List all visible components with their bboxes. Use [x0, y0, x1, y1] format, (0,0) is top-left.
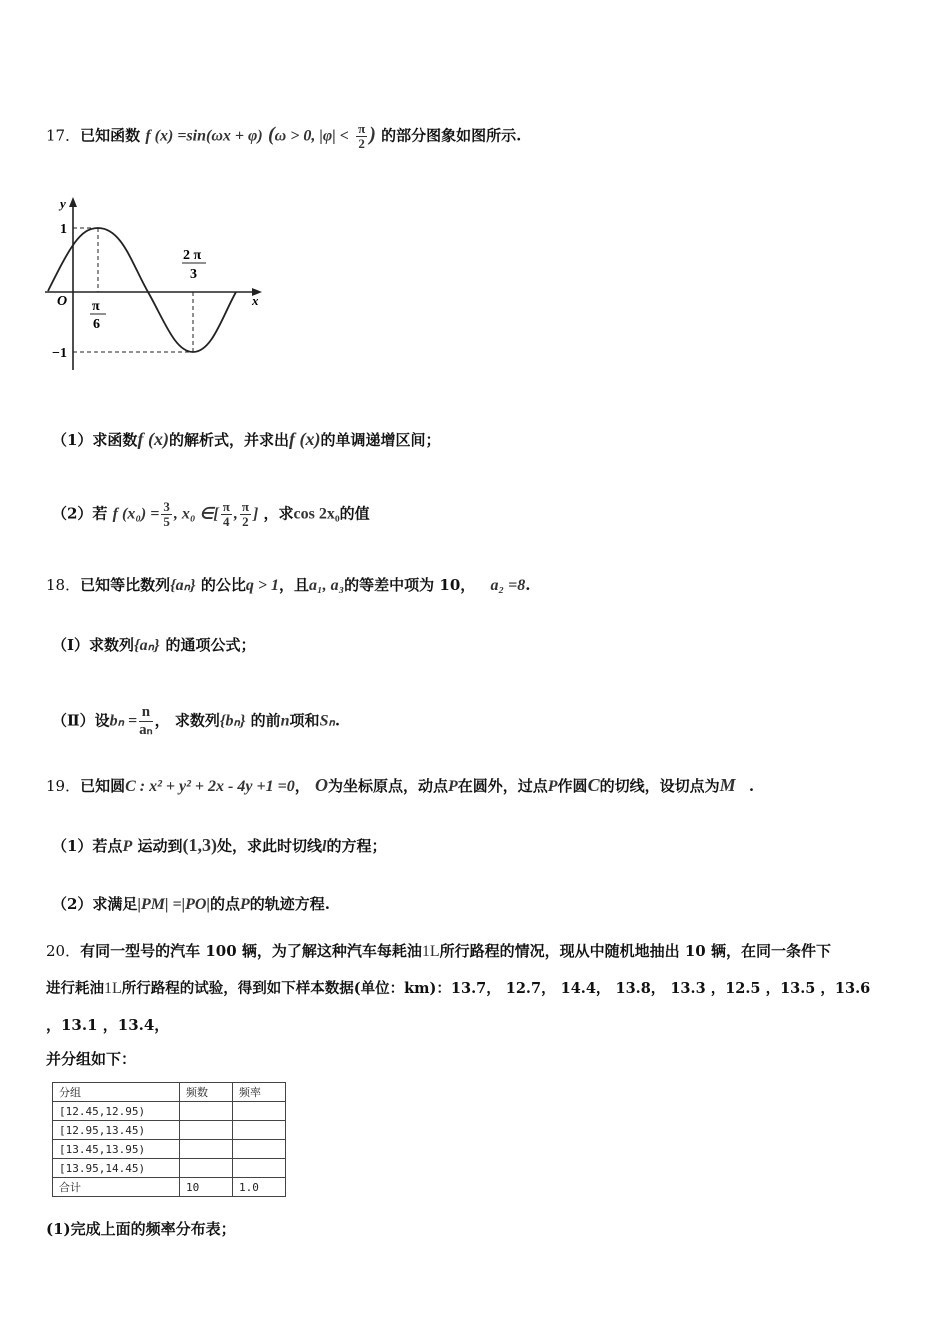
table-cell: 1.0: [233, 1178, 286, 1197]
q20-line1: 20．有同一型号的汽车 100 辆，为了解这种汽车每耗油1L所行路程的情况，现从中随机地抽出 10 辆，在同一条件下: [46, 942, 831, 960]
table-cell: [13.95,14.45): [53, 1159, 180, 1178]
origin-label: O: [57, 294, 68, 309]
table-cell: [233, 1159, 286, 1178]
table-cell: [180, 1102, 233, 1121]
table-cell: [233, 1102, 286, 1121]
tick-1: 1: [60, 222, 67, 237]
q17-part2: （2）若 f (x₀) = $\frac{3}{5}$ , x₀ ∈[ $\frac{\pi}{4}$ , $\frac{\pi}{2}$ ] ，求cos 2x₀的值: [52, 499, 370, 529]
table-row: [53, 1159, 286, 1178]
table-row: [53, 1102, 286, 1121]
tick-2pi3-den: 3: [190, 267, 197, 282]
table-cell: [233, 1121, 286, 1140]
tick-2pi3-num: 2 π: [183, 248, 202, 263]
table-cell: [180, 1121, 233, 1140]
table-cell: 合计: [53, 1178, 180, 1197]
table-row: [53, 1140, 286, 1159]
tick-pi6-den: 6: [93, 317, 100, 332]
q17-part1: （1）求函数f (x)的解析式，并求出f (x)的单调递增区间；: [52, 429, 441, 449]
table-cell: [12.45,12.95): [53, 1102, 180, 1121]
table-header: 分组: [53, 1083, 180, 1102]
table-header-row: [53, 1083, 286, 1102]
tick-neg1: −1: [52, 346, 67, 361]
q18-part2: （Ⅱ）设bₙ = $\frac{n}{\text{aₙ}}$ ， 求数列{bₙ} 的前n项和Sₙ.: [52, 704, 341, 738]
q20-line4: 并分组如下：: [46, 1050, 137, 1068]
frequency-table: [52, 1082, 286, 1197]
q19-stem: 19．已知圆C : x² + y² + 2x - 4y +1 =0， O为坐标原点，动点P在圆外，过点P作圆C的切线，设切点为M .: [46, 775, 755, 795]
q17-condition-fraction: $\frac{\pi}{2}$: [358, 121, 366, 151]
table-cell: [180, 1159, 233, 1178]
q17-stem: 17．已知函数 f (x) =sin(ωx + φ) (ω > 0, |φ| < $\frac{\pi}{2}$ ) 的部分图象如图所示.: [46, 121, 522, 151]
table-cell: [180, 1140, 233, 1159]
q17-graph: [40, 192, 270, 372]
q18-stem: 18．已知等比数列{aₙ} 的公比q > 1，且a₁, a₃的等差中项为 10， a₂ =8.: [46, 576, 531, 594]
table-cell: 10: [180, 1178, 233, 1197]
q19-part2: （2）求满足|PM| =|PO|的点P的轨迹方程.: [52, 895, 331, 913]
x-axis-label: x: [252, 293, 259, 308]
table-header: 频率: [233, 1083, 286, 1102]
table-row: [53, 1178, 286, 1197]
table-cell: [233, 1140, 286, 1159]
table-cell: [13.45,13.95): [53, 1140, 180, 1159]
q17-condition: ω > 0, |φ| <: [274, 127, 349, 145]
q20-line3: ，13.1 ，13.4，: [46, 1016, 170, 1034]
q20-part1: (1)完成上面的频率分布表；: [46, 1220, 236, 1238]
table-cell: [12.95,13.45): [53, 1121, 180, 1140]
y-axis-label: y: [60, 196, 66, 211]
sine-curve: [48, 228, 236, 352]
q18-part1: （Ⅰ）求数列{aₙ} 的通项公式；: [52, 636, 256, 654]
table-row: [53, 1121, 286, 1140]
table-header: 频数: [180, 1083, 233, 1102]
q19-part1: （1）若点P 运动到(1,3)处，求此时切线l的方程；: [52, 835, 387, 855]
q20-line2: 进行耗油1L所行路程的试验，得到如下样本数据(单位：km)：13.7， 12.7， 14.4， 13.8， 13.3 ，12.5 ，13.5 ，13.6: [46, 980, 871, 997]
tick-pi6-num: π: [92, 299, 100, 314]
q17-function: f (x) =sin(ωx + φ): [145, 127, 263, 145]
y-axis-arrow-icon: [69, 197, 77, 207]
